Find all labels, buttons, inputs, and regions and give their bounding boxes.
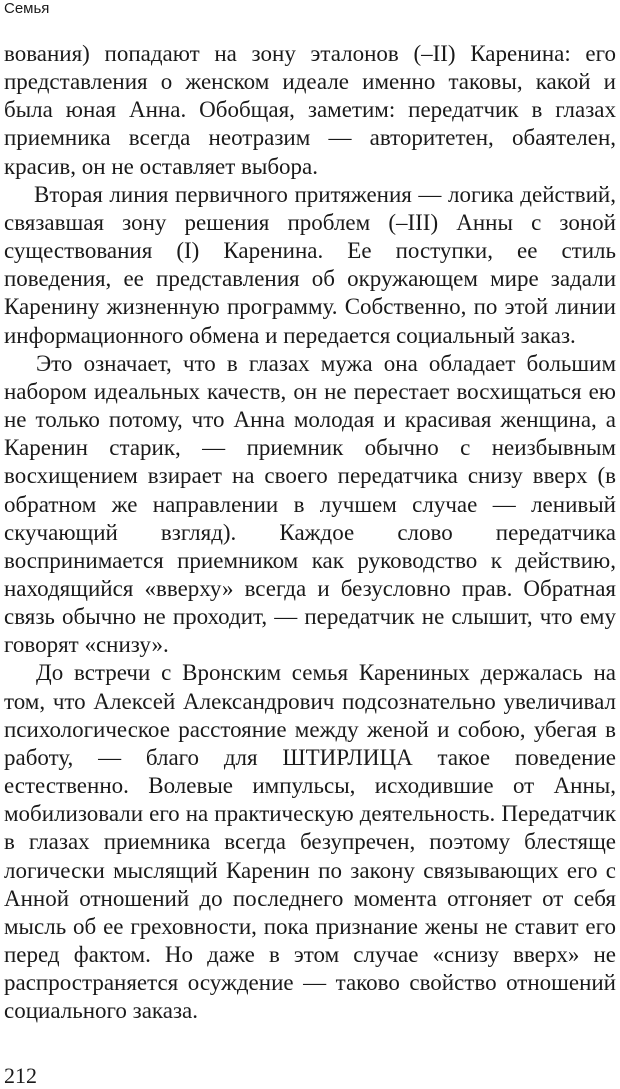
page-body	[4, 40, 616, 1025]
paragraph-2: Вторая линия первичного притяжения — логика действий, связавшая зону решения проблем (–III) Анны с зоной существования (I) Каренина. Ее поступки, ее стиль поведения, ее представления об окружающем мире задали Каренину жизненную программу. Собственно, по этой линии информационного обмена и передается социальный заказ.	[4, 181, 616, 348]
page-number: 212	[4, 1063, 37, 1088]
running-header: Семья	[4, 0, 50, 17]
paragraph-4: До встречи с Вронским семья Карениных держалась на том, что Алексей Александрович подсознательно увеличивал психологическое расстояние между женой и собою, убегая в работу, — благо для ШТИРЛИЦА такое поведение естественно. Волевые импульсы, исходившие от Анны, мобилизовали его на практическую деятельность. Передатчик в глазах приемника всегда безупречен, поэтому блестяще логически мыслящий Каренин по закону связывающих его с Анной отношений до последнего момента отгоняет от себя мысль об ее греховности, пока признание жены не ставит его перед фактом. Но даже в этом случае «снизу вверх» не распространяется осуждение — таково свойство отношений социального заказа.	[4, 660, 616, 1024]
paragraph-3: Это означает, что в глазах мужа она обладает большим набором идеальных качеств, он не перестает восхищаться ею не только потому, что Анна молодая и красивая женщина, а Каренин старик, — приемник обычно с неизбывным восхищением взирает на своего передатчика снизу вверх (в обратном же направлении в лучшем случае — ленивый скучающий взгляд). Каждое слово передатчика воспринимается приемником как руководство к действию, находящийся «вверху» всегда и безусловно прав. Обратная связь обычно не проходит, — передатчик не слышит, что ему говорят «снизу».	[4, 350, 616, 658]
paragraph-1: вования) попадают на зону эталонов (–II) Каренина: его представления о женском идеале именно таковы, какой и была юная Анна. Обобщая, заметим: передатчик в глазах приемника всегда неотразим — авторитетен, обаятелен, красив, он не оставляет выбора.	[4, 41, 616, 179]
